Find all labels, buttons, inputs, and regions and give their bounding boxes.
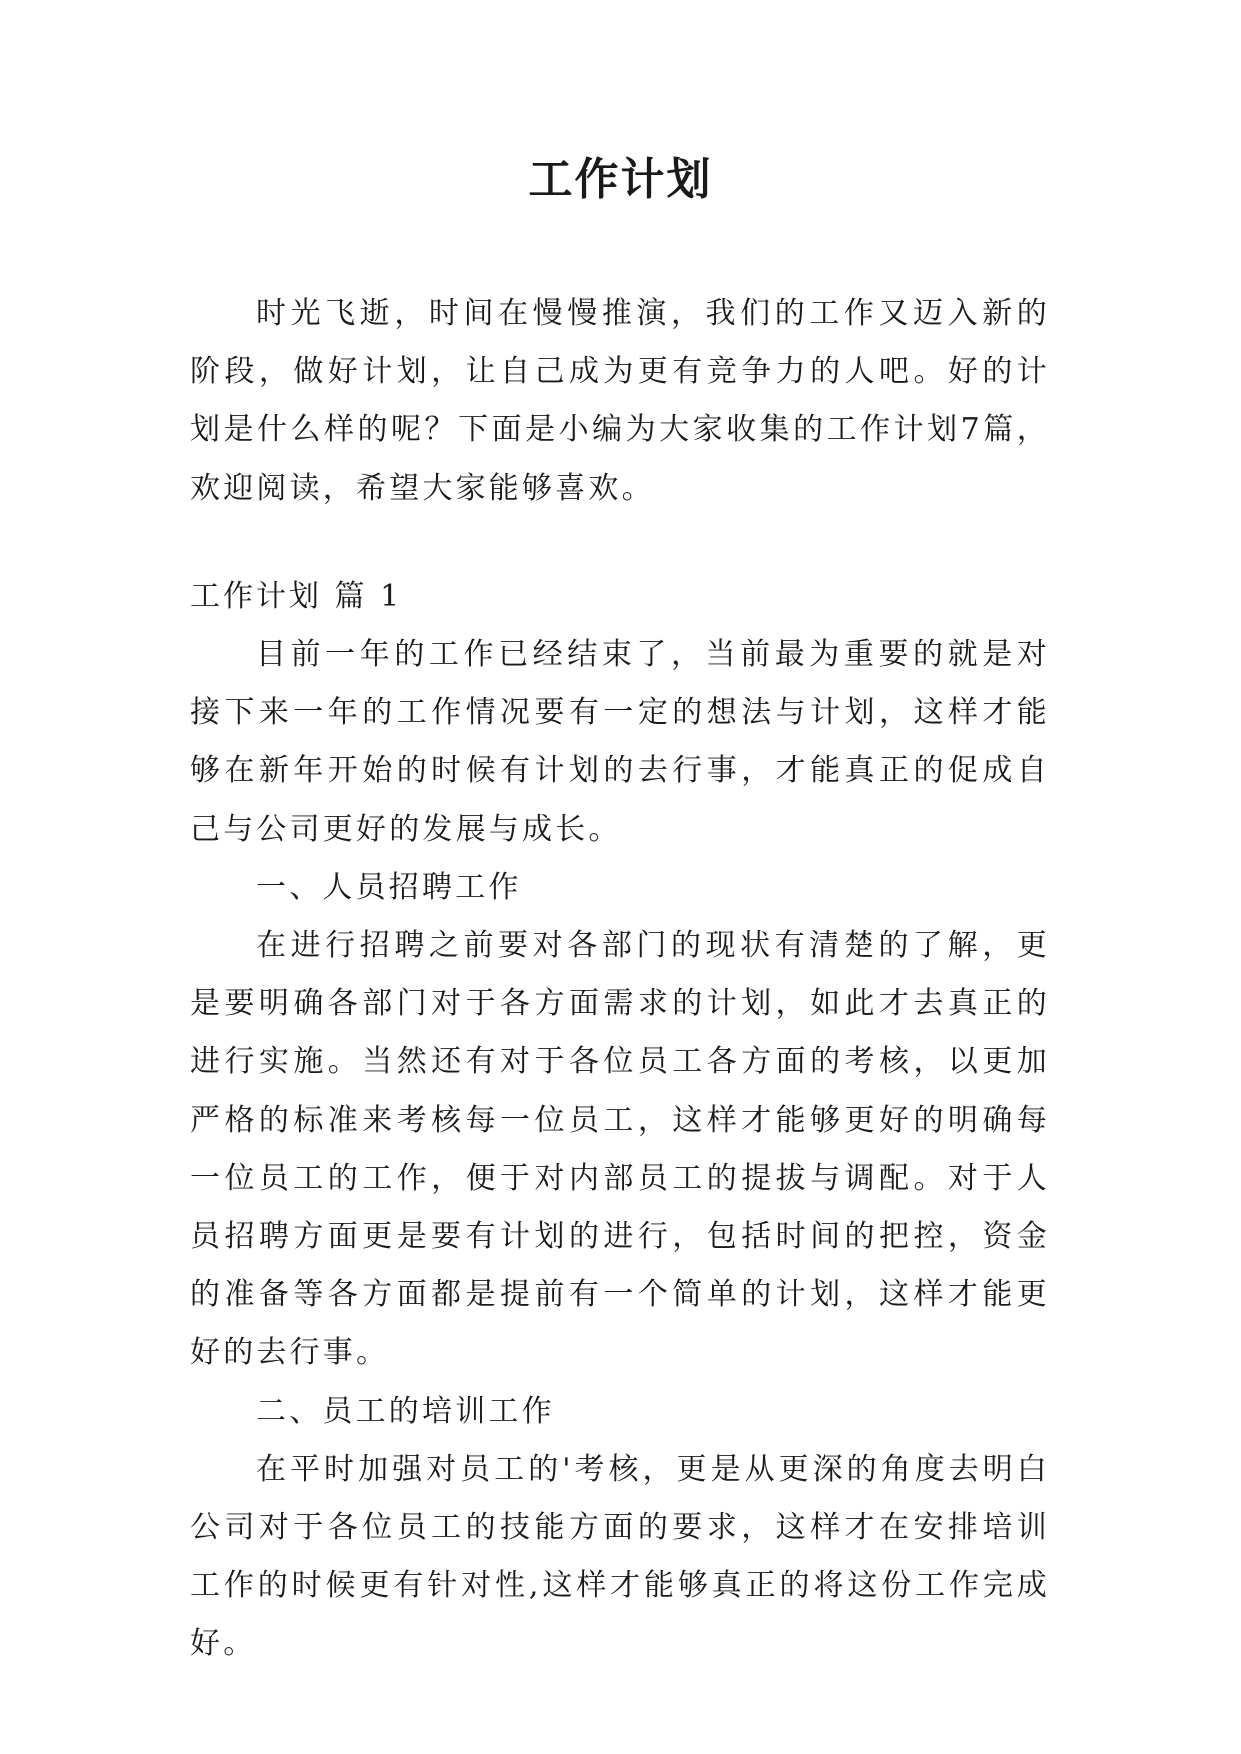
subheading-recruitment: 一、人员招聘工作: [256, 869, 522, 905]
subheading-training: 二、员工的培训工作: [256, 1393, 555, 1429]
document-body: [190, 285, 1050, 1674]
page-title: 工作计划: [528, 154, 713, 205]
intro-paragraph: 时光飞逝，时间在慢慢推演，我们的工作又迈入新的阶段，做好计划，让自己成为更有竞争力的人吧。好的计划是什么样的呢？下面是小编为大家收集的工作计划7篇，欢迎阅读，希望大家能够喜欢。: [190, 296, 1050, 506]
body-paragraph: 目前一年的工作已经结束了，当前最为重要的就是对接下来一年的工作情况要有一定的想法与计划，这样才能够在新年开始的时候有计划的去行事，才能真正的促成自己与公司更好的发展与成长。: [190, 637, 1050, 847]
body-paragraph: 在进行招聘之前要对各部门的现状有清楚的了解，更是要明确各部门对于各方面需求的计划，如此才去真正的进行实施。当然还有对于各位员工各方面的考核，以更加严格的标准来考核每一位员工，这样才能够更好的明确每一位员工的工作，便于对内部员工的提拔与调配。对于人员招聘方面更是要有计划的进行，包括时间的把控，资金的准备等各方面都是提前有一个简单的计划，这样才能更好的去行事。: [190, 928, 1050, 1371]
section-heading: 工作计划 篇 1: [190, 578, 403, 614]
body-paragraph: 在平时加强对员工的'考核，更是从更深的角度去明白公司对于各位员工的技能方面的要求，这样才在安排培训工作的时候更有针对性,这样才能够真正的将这份工作完成好。: [190, 1451, 1050, 1662]
